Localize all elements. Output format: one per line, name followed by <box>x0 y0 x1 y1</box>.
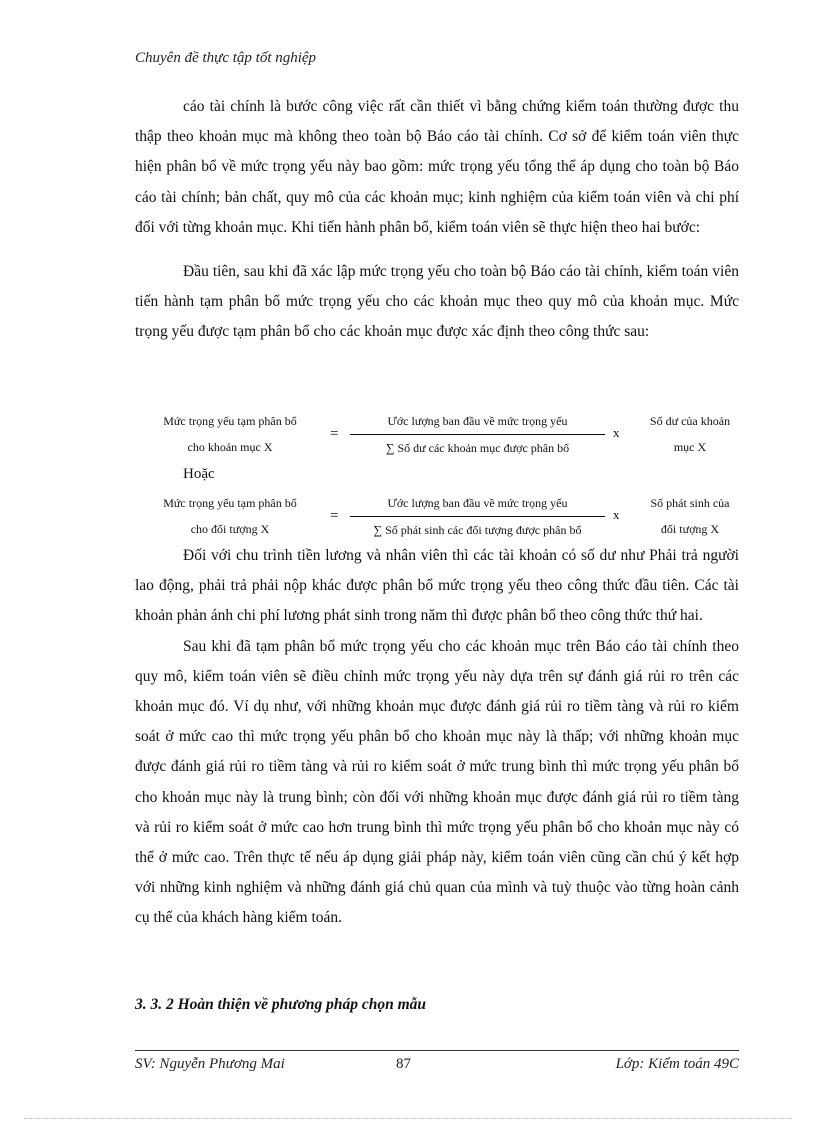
or-text: Hoặc <box>183 466 215 482</box>
paragraph: cáo tài chính là bước công việc rất cần thiết vì bằng chứng kiểm toán thường được thu thập theo khoản mục mà không theo toàn bộ Báo cáo tài chính. Cơ sở để kiểm toán viên thực hiện phân bổ về mức trọng yếu này bao gồm: mức trọng yếu tổng thể áp dụng cho toàn bộ Báo cáo tài chính; bản chất, quy mô của các khoản mục; kinh nghiệm của kiểm toán viên và chi phí đối với từng khoản mục. Khi tiến hành phân bổ, kiểm toán viên sẽ thực hiện theo hai bước: <box>135 98 739 236</box>
body-text-top <box>135 92 739 348</box>
formula-2-rhs-line2: đối tượng X <box>660 522 720 536</box>
body-text-bottom <box>135 541 739 934</box>
section-heading: 3. 3. 2 Hoàn thiện về phương pháp chọn mẫu <box>135 996 427 1013</box>
formula-2-denominator: ∑ Số phát sinh các đối tượng được phân bổ <box>373 523 582 537</box>
footer-divider <box>135 1050 739 1051</box>
page-header-title: Chuyên đề thực tập tốt nghiệp <box>135 50 317 66</box>
paragraph: Đầu tiên, sau khi đã xác lập mức trọng yếu cho toàn bộ Báo cáo tài chính, kiểm toán viên tiến hành tạm phân bổ mức trọng yếu cho các khoản mục theo quy mô của khoản mục. Mức trọng yếu được tạm phân bổ cho các khoản mục được xác định theo công thức sau: <box>135 263 739 341</box>
formula-1-lhs-line1: Mức trọng yếu tạm phân bổ <box>163 414 297 428</box>
formula-1-fraction <box>350 408 605 461</box>
formula-1-lhs-line2: cho khoản mục X <box>187 440 273 454</box>
formula-2-numerator: Ước lượng ban đầu về mức trọng yếu <box>350 490 605 517</box>
formula-2-fraction <box>350 490 605 543</box>
formula-1-equals: = <box>330 426 339 442</box>
paragraph: Đối với chu trình tiền lương và nhân viên thì các tài khoản có số dư như Phải trả người lao động, phải trả phải nộp khác được phân bổ mức trọng yếu theo công thức đầu tiên. Các tài khoản phản ánh chi phí lương phát sinh trong năm thì được phân bổ theo công thức thứ hai. <box>135 547 739 625</box>
footer-class: Lớp: Kiểm toán 49C <box>615 1056 739 1072</box>
paragraph: Sau khi đã tạm phân bổ mức trọng yếu cho các khoản mục trên Báo cáo tài chính theo quy mô, kiểm toán viên sẽ điều chỉnh mức trọng yếu này dựa trên sự đánh giá rủi ro trên các khoản mục đó. Ví dụ như, với những khoản mục được đánh giá rủi ro tiềm tàng và rủi ro kiểm soát ở mức cao thì mức trọng yếu phân bổ cho khoản mục này là thấp; với những khoản mục được đánh giá rủi ro tiềm tàng và rủi ro kiểm soát ở mức trung bình thì mức trọng yếu phân bổ cho khoản mục này là trung bình; còn đối với những khoản mục được đánh giá rủi ro tiềm tàng và rủi ro kiểm soát ở mức cao hơn trung bình thì mức trọng yếu phân bổ cho khoản mục này có thể ở mức cao. Trên thực tế nếu áp dụng giải pháp này, kiểm toán viên cũng cần chú ý kết hợp với những kinh nghiệm và những đánh giá chủ quan của mình và tuỳ thuộc vào từng hoàn cảnh cụ thể của khách hàng kiểm toán. <box>135 637 739 927</box>
formula-2-lhs-line1: Mức trọng yếu tạm phân bổ <box>163 496 297 510</box>
formula-1-rhs <box>635 408 745 460</box>
formula-1-numerator: Ước lượng ban đầu về mức trọng yếu <box>350 408 605 435</box>
formula-2-lhs <box>135 490 325 542</box>
formula-1-times: x <box>613 425 620 440</box>
formula-2-rhs-line1: Số phát sinh của <box>650 496 730 510</box>
formula-1-rhs-line1: Số dư của khoản <box>649 414 731 428</box>
page-edge-divider <box>24 1118 792 1119</box>
formula-2-rhs <box>635 490 745 542</box>
formula-2-lhs-line2: cho đối tượng X <box>190 522 270 536</box>
formula-1 <box>135 408 745 462</box>
formula-2-times: x <box>613 507 620 522</box>
footer-student: SV: Nguyễn Phương Mai <box>135 1056 285 1072</box>
footer-page-number: 87 <box>396 1056 411 1072</box>
formula-1-rhs-line2: mục X <box>673 440 707 454</box>
formula-1-lhs <box>135 408 325 460</box>
formula-2-equals: = <box>330 508 339 524</box>
formula-1-denominator: ∑ Số dư các khoản mục được phân bổ <box>385 441 570 455</box>
formula-2 <box>135 490 745 544</box>
